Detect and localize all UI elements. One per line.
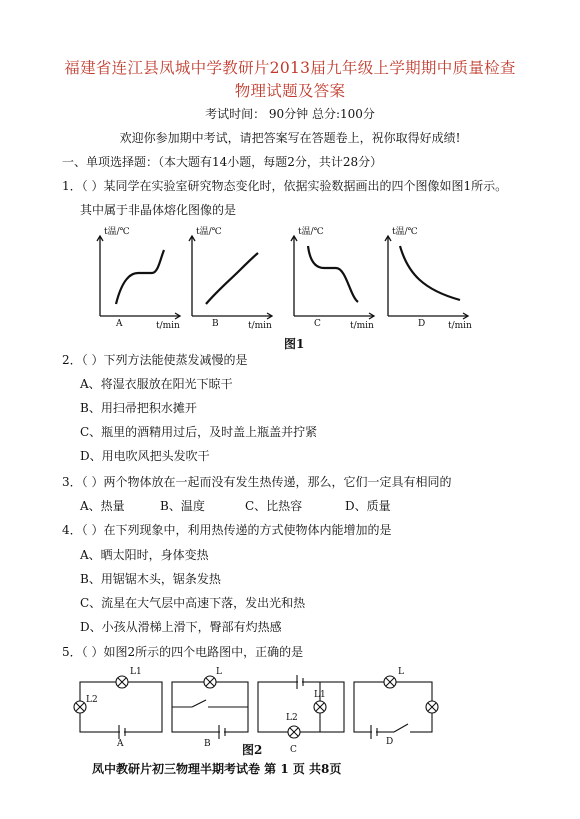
circuit-b <box>172 676 248 739</box>
exam-info: 考试时间： 90分钟 总分:100分 <box>205 107 375 121</box>
graph-a-ylabel: t温/℃ <box>104 227 130 237</box>
question-2-option-c: C、瓶里的酒精用过后，及时盖上瓶盖并拧紧 <box>80 425 318 439</box>
question-3-option-d: D、质量 <box>345 499 391 513</box>
circuit-b-label: B <box>204 739 211 749</box>
circuit-d-label: D <box>386 737 394 747</box>
figure-1-caption: 图1 <box>284 337 305 351</box>
graph-d-label: D <box>418 319 426 329</box>
graph-a-xlabel: t/min <box>156 321 180 331</box>
question-5-stem: 5．（ ）如图2所示的四个电路图中，正确的是 <box>62 645 304 659</box>
graph-b <box>189 236 272 319</box>
circuit-a-l2-label: L2 <box>86 695 98 705</box>
question-3-option-a: A、热量 <box>80 499 125 513</box>
graph-c-ylabel: t温/℃ <box>298 227 324 237</box>
question-2-option-d: D、用电吹风把头发吹干 <box>80 449 210 463</box>
graph-c <box>291 236 374 319</box>
circuit-b-l-label: L <box>216 667 222 677</box>
document-title-line1: 福建省连江县凤城中学教研片2013届九年级上学期期中质量检查 <box>64 59 516 77</box>
circuit-c-label: C <box>290 745 297 755</box>
circuit-d <box>354 676 438 739</box>
graph-c-xlabel: t/min <box>350 321 374 331</box>
circuit-d-l-label: L <box>398 667 404 677</box>
circuit-c-l1-label: L1 <box>314 690 326 700</box>
graph-b-xlabel: t/min <box>248 321 272 331</box>
question-3-option-b: B、温度 <box>160 499 205 513</box>
figure-2-caption: 图2 <box>242 743 263 757</box>
question-4-stem: 4．（ ）在下列现象中，利用热传递的方式使物体内能增加的是 <box>62 523 392 537</box>
circuit-c-l2-label: L2 <box>286 713 298 723</box>
graph-d <box>385 236 468 319</box>
question-4-option-a: A、晒太阳时，身体变热 <box>80 548 209 562</box>
question-3-stem: 3．（ ）两个物体放在一起而没有发生热传递，那么，它们一定具有相同的 <box>62 475 452 489</box>
graph-b-ylabel: t温/℃ <box>196 227 222 237</box>
graph-a-label: A <box>116 319 123 329</box>
question-2-option-b: B、用扫帚把积水摊开 <box>80 401 197 415</box>
question-4-option-b: B、用锯锯木头，锯条发热 <box>80 572 221 586</box>
document-title-line2: 物理试题及答案 <box>234 82 346 100</box>
figure-2 <box>72 662 446 760</box>
circuit-c <box>258 675 344 738</box>
question-3-option-c: C、比热容 <box>245 499 303 513</box>
question-4-option-c: C、流星在大气层中高速下落，发出光和热 <box>80 596 306 610</box>
page-footer: 凤中教研片初三物理半期考试卷 第 1 页 共8页 <box>92 762 342 776</box>
graph-d-ylabel: t温/℃ <box>392 227 418 237</box>
circuit-a <box>74 676 162 739</box>
welcome-text: 欢迎你参加期中考试，请把答案写在答题卷上，祝你取得好成绩! <box>119 131 461 145</box>
circuit-a-label: A <box>117 739 124 749</box>
question-4-option-d: D、小孩从滑梯上滑下，臀部有灼热感 <box>80 620 282 634</box>
graph-c-label: C <box>314 319 321 329</box>
question-1-stem: 1．（ ）某同学在实验室研究物态变化时，依据实验数据画出的四个图像如图1所示。 <box>62 179 508 193</box>
graph-d-xlabel: t/min <box>448 321 472 331</box>
question-2-stem: 2．（ ）下列方法能使蒸发减慢的是 <box>62 353 248 367</box>
circuit-a-l1-label: L1 <box>130 667 142 677</box>
graph-a <box>97 236 180 319</box>
section-heading: 一、单项选择题：（本大题有14小题，每题2分，共计28分） <box>62 155 383 169</box>
question-1-stem-cont: 其中属于非晶体熔化图像的是 <box>80 203 237 217</box>
figure-1 <box>88 218 498 354</box>
graph-b-label: B <box>212 319 219 329</box>
question-2-option-a: A、将湿衣服放在阳光下晾干 <box>80 377 233 391</box>
